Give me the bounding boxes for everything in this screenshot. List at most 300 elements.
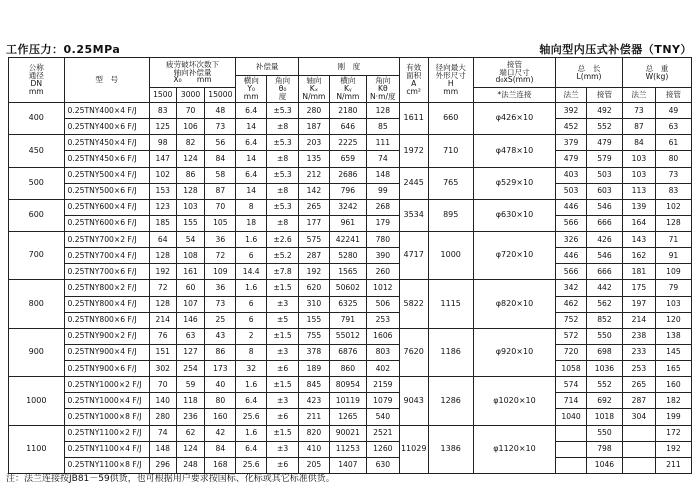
value-cell-y: 6.4 [236,167,267,183]
value-cell-t: ±1.5 [267,425,299,441]
value-cell-c3: 73 [205,296,236,312]
dn-cell: 600 [9,199,65,231]
value-cell-c2: 60 [176,280,205,296]
pipe-size-cell: φ720×10 [473,232,555,280]
weight-joint-cell: 83 [655,183,691,199]
value-cell-ky: 646 [329,119,366,135]
value-cell-kx: 265 [299,199,330,215]
value-cell-y: 1.6 [236,232,267,248]
value-cell-c1: 147 [149,151,176,167]
value-cell-ky: 3242 [329,199,366,215]
value-cell-c3: 160 [205,409,236,425]
value-cell-kt: 506 [366,296,399,312]
value-cell-ky: 796 [329,183,366,199]
value-cell-y: 14 [236,119,267,135]
weight-joint-cell: 145 [655,344,691,360]
max-dia-cell: 710 [428,135,473,167]
value-cell-kx: 280 [299,103,330,119]
value-cell-ky: 5280 [329,248,366,264]
table-row [9,296,692,312]
value-cell-c3: 173 [205,361,236,377]
length-joint-cell: 579 [586,151,622,167]
pipe-size-cell: φ529×10 [473,167,555,199]
value-cell-y: 6.4 [236,441,267,457]
length-flange-cell: 392 [556,103,587,119]
value-cell-c2: 107 [176,296,205,312]
value-cell-c2: 54 [176,232,205,248]
length-joint-cell: 698 [586,344,622,360]
table-row [9,441,692,457]
model-cell: 0.25TNY1000×2 F/J [64,377,149,393]
value-cell-kx: 203 [299,135,330,151]
length-joint-cell: 603 [586,183,622,199]
table-row [9,393,692,409]
value-cell-c3: 80 [205,393,236,409]
length-flange-cell: 566 [556,215,587,231]
value-cell-y: 6.4 [236,103,267,119]
weight-flange-cell: 304 [622,409,655,425]
value-cell-y: 14 [236,183,267,199]
value-cell-c2: 108 [176,248,205,264]
spec-table [8,57,692,474]
value-cell-kx: 287 [299,248,330,264]
value-cell-y: 6.4 [236,393,267,409]
length-joint-cell: 1046 [586,457,622,473]
value-cell-ky: 1265 [329,409,366,425]
weight-joint-cell: 138 [655,328,691,344]
value-cell-c1: 76 [149,328,176,344]
weight-flange-cell [622,457,655,473]
table-row [9,232,692,248]
area-cell: 11029 [399,425,428,474]
value-cell-c1: 128 [149,296,176,312]
value-cell-t: ±8 [267,183,299,199]
value-cell-c2: 118 [176,393,205,409]
area-cell: 5822 [399,280,428,328]
value-cell-c1: 125 [149,119,176,135]
value-cell-t: ±6 [267,361,299,377]
value-cell-kx: 820 [299,425,330,441]
col-stiff-angular: 角向 Kθ N·m/度 [366,76,399,103]
value-cell-kx: 177 [299,215,330,231]
col-cycles-1500: 1500 [149,88,176,103]
weight-flange-cell: 103 [622,167,655,183]
table-row [9,377,692,393]
value-cell-kt: 540 [366,409,399,425]
max-dia-cell: 1386 [428,425,473,474]
value-cell-t: ±3 [267,441,299,457]
value-cell-y: 8 [236,344,267,360]
pipe-size-cell: φ478×10 [473,135,555,167]
value-cell-t: ±2.6 [267,232,299,248]
dn-cell: 500 [9,167,65,199]
max-dia-cell: 895 [428,199,473,231]
weight-joint-cell: 165 [655,361,691,377]
value-cell-t: ±7.8 [267,264,299,280]
length-joint-cell: 692 [586,393,622,409]
area-cell: 7620 [399,328,428,376]
value-cell-t: ±5.3 [267,135,299,151]
weight-flange-cell: 214 [622,312,655,328]
model-cell: 0.25TNY600×6 F/J [64,215,149,231]
value-cell-c2: 161 [176,264,205,280]
value-cell-y: 14.4 [236,264,267,280]
value-cell-kt: 99 [366,183,399,199]
col-model: 型 号 [64,58,149,103]
value-cell-kt: 1606 [366,328,399,344]
length-joint-cell: 479 [586,135,622,151]
value-cell-c2: 146 [176,312,205,328]
col-length-flange: 法兰 [556,88,587,103]
max-dia-cell: 660 [428,103,473,135]
value-cell-ky: 860 [329,361,366,377]
weight-joint-cell: 73 [655,167,691,183]
value-cell-ky: 11253 [329,441,366,457]
weight-joint-cell: 128 [655,215,691,231]
value-cell-y: 6.4 [236,135,267,151]
col-stiffness: 刚 度 [299,58,400,76]
value-cell-y: 1.6 [236,377,267,393]
table-row [9,344,692,360]
col-lateral: 横向 Y₀ mm [236,76,267,103]
value-cell-y: 14 [236,151,267,167]
value-cell-kt: 402 [366,361,399,377]
dn-cell: 400 [9,103,65,135]
value-cell-ky: 90021 [329,425,366,441]
col-flange-note: *法兰连接 [473,88,555,103]
model-cell: 0.25TNY700×6 F/J [64,264,149,280]
value-cell-c1: 98 [149,135,176,151]
col-axial-cycles: 疲劳破坏次数下 轴向补偿量 X₀ mm [149,58,235,88]
col-angular: 角向 θ₀ 度 [267,76,299,103]
weight-flange-cell: 265 [622,377,655,393]
weight-joint-cell: 211 [655,457,691,473]
value-cell-kt: 128 [366,103,399,119]
value-cell-c1: 296 [149,457,176,473]
value-cell-kx: 142 [299,183,330,199]
value-cell-kx: 423 [299,393,330,409]
length-joint-cell: 546 [586,248,622,264]
value-cell-c2: 254 [176,361,205,377]
weight-flange-cell: 113 [622,183,655,199]
length-flange-cell: 720 [556,344,587,360]
weight-flange-cell: 287 [622,393,655,409]
model-cell: 0.25TNY1100×8 F/J [64,457,149,473]
col-stiff-lateral: 横向 Kᵧ N/mm [329,76,366,103]
weight-joint-cell: 182 [655,393,691,409]
length-joint-cell: 1018 [586,409,622,425]
weight-flange-cell: 181 [622,264,655,280]
value-cell-c1: 128 [149,248,176,264]
value-cell-kx: 620 [299,280,330,296]
length-joint-cell: 442 [586,280,622,296]
value-cell-t: ±1.5 [267,280,299,296]
weight-flange-cell: 87 [622,119,655,135]
table-row [9,248,692,264]
value-cell-c3: 36 [205,280,236,296]
weight-joint-cell: 120 [655,312,691,328]
value-cell-kt: 268 [366,199,399,215]
weight-flange-cell: 143 [622,232,655,248]
weight-flange-cell: 238 [622,328,655,344]
table-row [9,199,692,215]
col-cycles-15000: 15000 [205,88,236,103]
value-cell-ky: 2180 [329,103,366,119]
length-flange-cell: 714 [556,393,587,409]
value-cell-kt: 390 [366,248,399,264]
length-flange-cell: 462 [556,296,587,312]
value-cell-c3: 84 [205,441,236,457]
model-cell: 0.25TNY800×4 F/J [64,296,149,312]
weight-joint-cell: 79 [655,280,691,296]
length-flange-cell [556,425,587,441]
value-cell-c3: 48 [205,103,236,119]
value-cell-y: 2 [236,328,267,344]
value-cell-ky: 10119 [329,393,366,409]
value-cell-c3: 109 [205,264,236,280]
value-cell-c1: 102 [149,167,176,183]
value-cell-t: ±5.2 [267,248,299,264]
table-row [9,135,692,151]
dn-cell: 450 [9,135,65,167]
weight-flange-cell: 233 [622,344,655,360]
value-cell-y: 1.6 [236,280,267,296]
value-cell-c2: 128 [176,183,205,199]
value-cell-ky: 55012 [329,328,366,344]
model-cell: 0.25TNY500×6 F/J [64,183,149,199]
value-cell-kx: 212 [299,167,330,183]
value-cell-t: ±6 [267,409,299,425]
max-dia-cell: 1286 [428,377,473,425]
value-cell-c1: 192 [149,264,176,280]
model-cell: 0.25TNY1000×4 F/J [64,393,149,409]
weight-flange-cell: 139 [622,199,655,215]
value-cell-c3: 56 [205,135,236,151]
area-cell: 3534 [399,199,428,231]
model-cell: 0.25TNY400×6 F/J [64,119,149,135]
length-flange-cell: 1058 [556,361,587,377]
col-weight-flange: 法兰 [622,88,655,103]
value-cell-t: ±8 [267,151,299,167]
model-cell: 0.25TNY1000×8 F/J [64,409,149,425]
pipe-size-cell: φ1120×10 [473,425,555,474]
weight-joint-cell: 61 [655,135,691,151]
weight-flange-cell: 197 [622,296,655,312]
value-cell-c3: 25 [205,312,236,328]
col-weight: 总 重 W(kg) [622,58,691,88]
model-cell: 0.25TNY900×4 F/J [64,344,149,360]
table-body [9,103,692,474]
model-cell: 0.25TNY700×4 F/J [64,248,149,264]
value-cell-kt: 803 [366,344,399,360]
value-cell-t: ±8 [267,215,299,231]
col-pipe: 接管 端口尺寸 d₀xS(mm) [473,58,555,88]
model-cell: 0.25TNY450×6 F/J [64,151,149,167]
value-cell-kt: 111 [366,135,399,151]
value-cell-c2: 70 [176,103,205,119]
value-cell-c2: 59 [176,377,205,393]
value-cell-kt: 148 [366,167,399,183]
length-flange-cell: 452 [556,119,587,135]
weight-joint-cell: 192 [655,441,691,457]
value-cell-ky: 6876 [329,344,366,360]
value-cell-y: 8 [236,199,267,215]
weight-flange-cell [622,441,655,457]
value-cell-c2: 236 [176,409,205,425]
value-cell-c1: 74 [149,425,176,441]
pipe-size-cell: φ920×10 [473,328,555,376]
value-cell-c3: 70 [205,199,236,215]
value-cell-c2: 103 [176,199,205,215]
weight-flange-cell [622,425,655,441]
value-cell-kx: 155 [299,312,330,328]
col-stiff-axial: 轴向 Kₓ N/mm [299,76,330,103]
length-flange-cell: 479 [556,151,587,167]
value-cell-c1: 280 [149,409,176,425]
length-flange-cell: 326 [556,232,587,248]
value-cell-ky: 1407 [329,457,366,473]
value-cell-c3: 87 [205,183,236,199]
value-cell-c2: 86 [176,167,205,183]
weight-flange-cell: 162 [622,248,655,264]
value-cell-kx: 310 [299,296,330,312]
col-compensation: 补偿量 [236,58,299,76]
col-length: 总 长 L(mm) [556,58,623,88]
length-flange-cell: 503 [556,183,587,199]
value-cell-kt: 74 [366,151,399,167]
value-cell-y: 6 [236,248,267,264]
col-length-joint: 接管 [586,88,622,103]
value-cell-kx: 575 [299,232,330,248]
value-cell-y: 25.6 [236,409,267,425]
value-cell-c1: 153 [149,183,176,199]
area-cell: 9043 [399,377,428,425]
weight-joint-cell: 80 [655,151,691,167]
working-pressure: 工作压力：0.25MPa [6,43,121,56]
value-cell-ky: 42241 [329,232,366,248]
value-cell-kt: 1012 [366,280,399,296]
dn-cell: 700 [9,232,65,280]
model-cell: 0.25TNY900×6 F/J [64,361,149,377]
table-row [9,119,692,135]
value-cell-c3: 86 [205,344,236,360]
weight-joint-cell: 91 [655,248,691,264]
table-row [9,215,692,231]
length-flange-cell: 446 [556,248,587,264]
col-weight-joint: 接管 [655,88,691,103]
length-flange-cell [556,457,587,473]
length-joint-cell: 552 [586,377,622,393]
value-cell-c2: 155 [176,215,205,231]
value-cell-c1: 64 [149,232,176,248]
model-cell: 0.25TNY450×4 F/J [64,135,149,151]
length-joint-cell: 503 [586,167,622,183]
value-cell-t: ±1.5 [267,377,299,393]
model-cell: 0.25TNY400×4 F/J [64,103,149,119]
model-cell: 0.25TNY1100×4 F/J [64,441,149,457]
value-cell-c3: 42 [205,425,236,441]
value-cell-t: ±1.5 [267,328,299,344]
value-cell-t: ±3 [267,393,299,409]
value-cell-kx: 845 [299,377,330,393]
length-joint-cell: 492 [586,103,622,119]
pipe-size-cell: φ426×10 [473,103,555,135]
value-cell-kx: 378 [299,344,330,360]
length-flange-cell: 379 [556,135,587,151]
value-cell-c1: 214 [149,312,176,328]
value-cell-kx: 205 [299,457,330,473]
length-flange-cell: 752 [556,312,587,328]
value-cell-kx: 755 [299,328,330,344]
value-cell-t: ±8 [267,119,299,135]
value-cell-kt: 2521 [366,425,399,441]
weight-flange-cell: 84 [622,135,655,151]
weight-joint-cell: 102 [655,199,691,215]
value-cell-kx: 189 [299,361,330,377]
value-cell-ky: 50602 [329,280,366,296]
value-cell-c2: 63 [176,328,205,344]
value-cell-kx: 187 [299,119,330,135]
value-cell-c3: 73 [205,119,236,135]
weight-flange-cell: 164 [622,215,655,231]
value-cell-ky: 961 [329,215,366,231]
value-cell-c3: 36 [205,232,236,248]
value-cell-t: ±3 [267,296,299,312]
value-cell-kt: 1079 [366,393,399,409]
length-joint-cell: 550 [586,328,622,344]
value-cell-y: 18 [236,215,267,231]
max-dia-cell: 1000 [428,232,473,280]
value-cell-c3: 40 [205,377,236,393]
area-cell: 1611 [399,103,428,135]
value-cell-kt: 2159 [366,377,399,393]
value-cell-c1: 123 [149,199,176,215]
length-joint-cell: 798 [586,441,622,457]
max-dia-cell: 765 [428,167,473,199]
value-cell-kx: 192 [299,264,330,280]
value-cell-c1: 72 [149,280,176,296]
value-cell-ky: 80954 [329,377,366,393]
table-row [9,103,692,119]
value-cell-c1: 151 [149,344,176,360]
value-cell-kt: 1260 [366,441,399,457]
value-cell-c3: 72 [205,248,236,264]
pipe-size-cell: φ630×10 [473,199,555,231]
max-dia-cell: 1186 [428,328,473,376]
length-joint-cell: 426 [586,232,622,248]
weight-flange-cell: 175 [622,280,655,296]
value-cell-kx: 135 [299,151,330,167]
value-cell-c1: 140 [149,393,176,409]
length-joint-cell: 666 [586,264,622,280]
model-cell: 0.25TNY600×4 F/J [64,199,149,215]
length-flange-cell: 342 [556,280,587,296]
table-row [9,280,692,296]
table-row [9,409,692,425]
length-flange-cell: 574 [556,377,587,393]
dn-cell: 800 [9,280,65,328]
value-cell-y: 6 [236,296,267,312]
value-cell-c1: 148 [149,441,176,457]
model-cell: 0.25TNY900×2 F/J [64,328,149,344]
length-flange-cell: 446 [556,199,587,215]
length-joint-cell: 852 [586,312,622,328]
area-cell: 4717 [399,232,428,280]
table-row [9,183,692,199]
value-cell-ky: 659 [329,151,366,167]
table-row [9,151,692,167]
length-joint-cell: 1036 [586,361,622,377]
